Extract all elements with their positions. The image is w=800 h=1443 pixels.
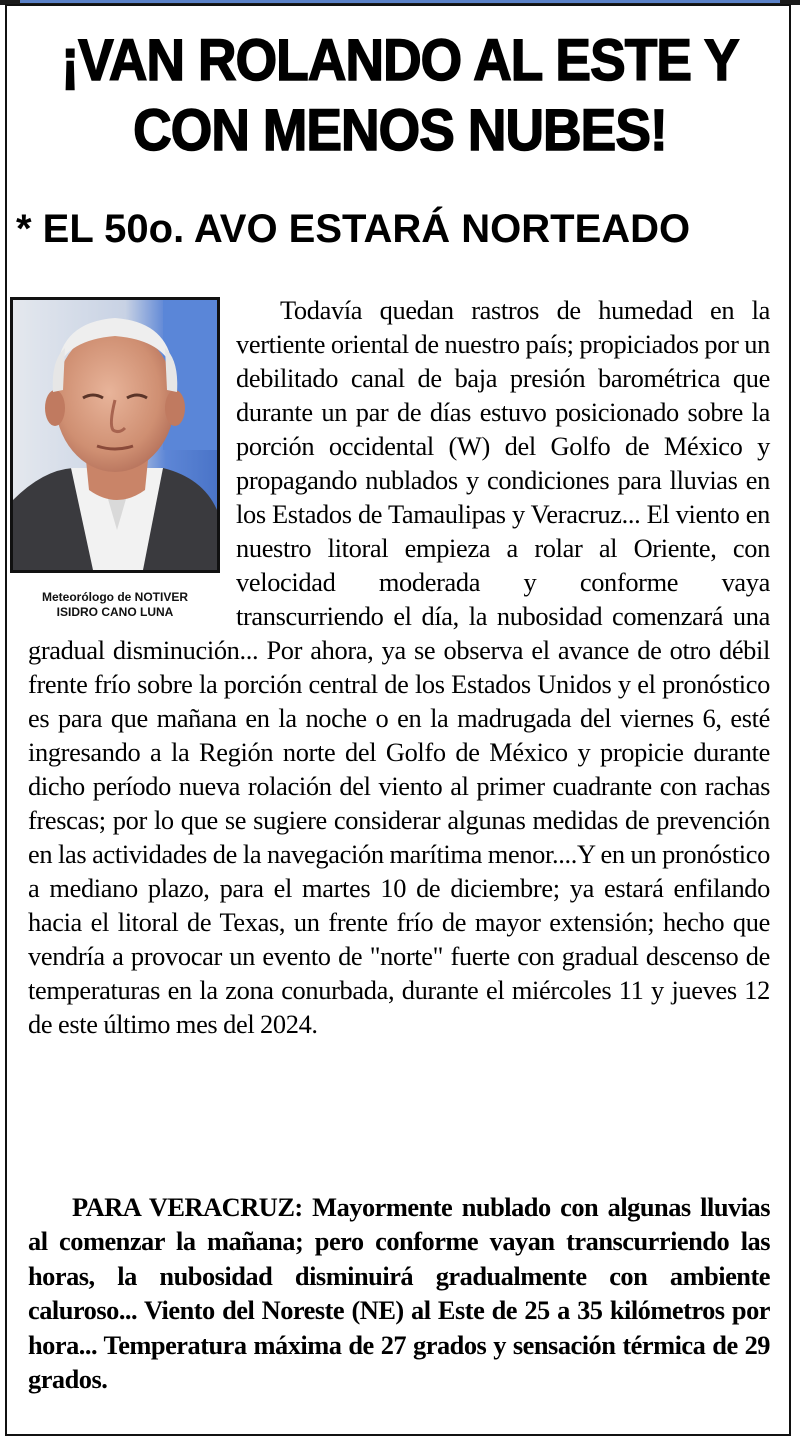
headline-line-2: CON MENOS NUBES!	[133, 98, 667, 163]
headline-line-1: ¡VAN ROLANDO AL ESTE Y	[61, 28, 739, 93]
article-body-text: Todavía quedan rastros de humedad en la vertiente oriental de nuestro país; propiciados por un debilitado canal de baja presión barométrica que durante un par de días estuvo posicionado sobre la porción occidental (W) del Golfo de México y propagando nublados y condiciones para lluvias en los Estados de Tamaulipas y Veracruz... El viento en nuestro litoral empieza a rolar al Oriente, con velocidad moderada y conforme vaya transcurriendo el día, la nubosidad comenzará una gradual disminución... Por ahora, ya se observa el avance de otro débil frente frío sobre la porción central de los Estados Unidos y el pronóstico es para que mañana en la noche o en la madrugada del viernes 6, esté ingresando a la Región norte del Golfo de México y propicie durante dicho período nueva rolación del viento al primer cuadrante con rachas frescas; por lo que se sugiere considerar algunas medidas de prevención en las actividades de la navegación marítima menor....Y en un pronóstico a mediano plazo, para el martes 10 de diciembre; ya estará enfilando hacia el litoral de Texas, un frente frío de mayor extensión; hecho que vendría a provocar un evento de "norte" fuerte con gradual descenso de temperaturas en la zona conurbada, durante el miércoles 11 y jueves 12 de este último mes del 2024.	[28, 295, 770, 1039]
top-rule-accent	[20, 0, 780, 3]
forecast-paragraph	[28, 1190, 770, 1396]
article-body	[28, 293, 770, 1041]
photo-caption-line-1: Meteorólogo de NOTIVER	[41, 590, 188, 604]
headline	[41, 26, 759, 166]
photo-wrap-spacer	[28, 293, 228, 633]
forecast-text: PARA VERACRUZ: Mayormente nublado con algunas lluvias al comenzar la mañana; pero conforme vayan transcurriendo las horas, la nubosidad disminuirá gradualmente con ambiente caluroso... Viento del Noreste (NE) al Este de 25 a 35 kilómetros por hora... Temperatura máxima de 27 grados y sensación térmica de 29 grados.	[28, 1192, 770, 1395]
photo-caption-line-2: ISIDRO CANO LUNA	[56, 605, 174, 619]
subheadline: * EL 50o. AVO ESTARÁ NORTEADO	[16, 207, 691, 251]
